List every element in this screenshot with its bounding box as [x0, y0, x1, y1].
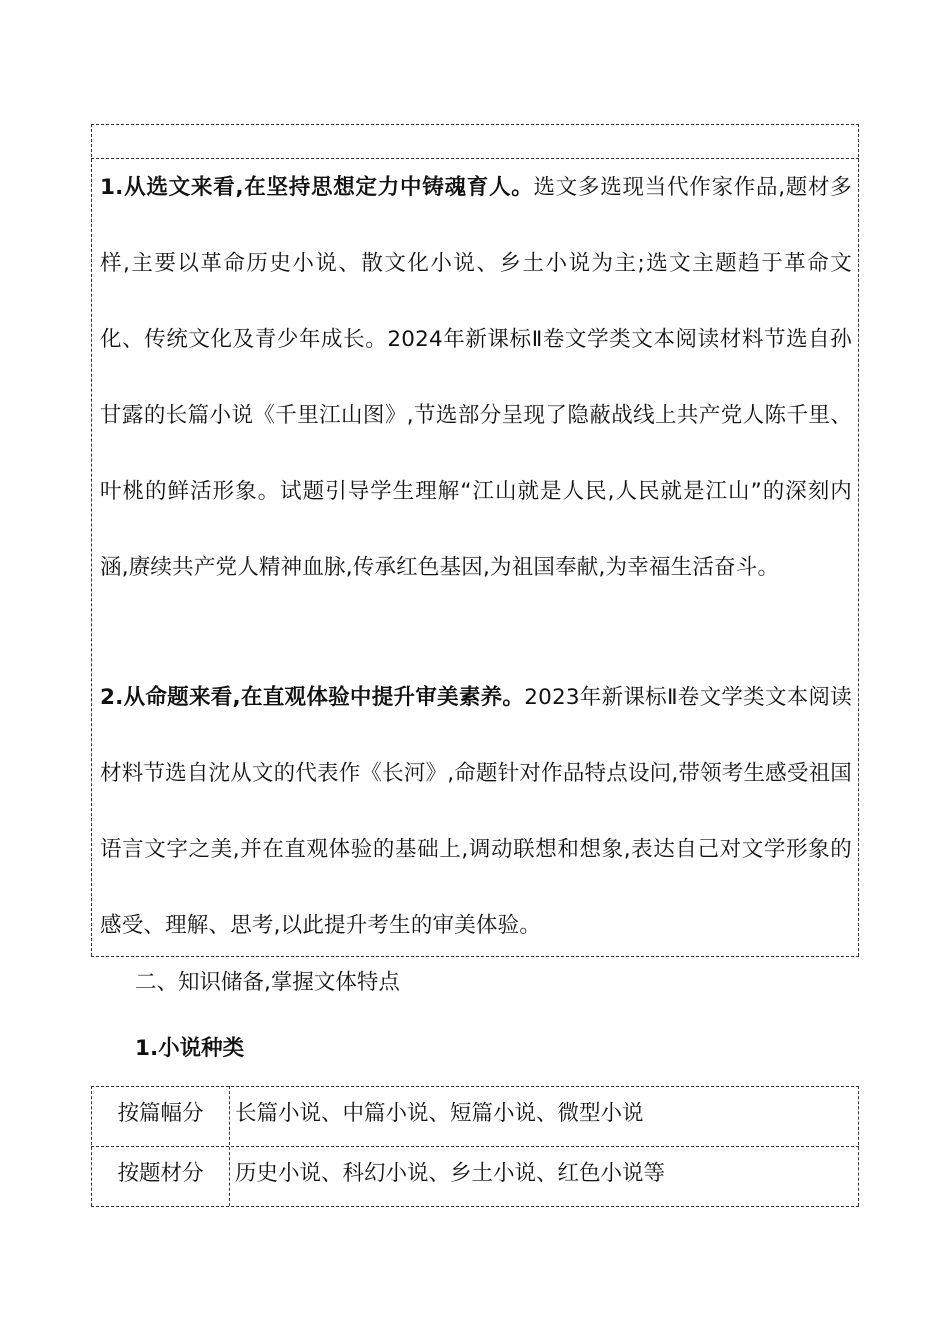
- box-right-border: [858, 124, 859, 956]
- row-label: 按篇幅分: [117, 1101, 204, 1126]
- box-left-border: [91, 124, 92, 956]
- paragraph-1-body: 选文多选现当代作家作品,题材多样,主要以革命历史小说、散文化小说、乡土小说为主;选文主题趋于革命文化、传统文化及青少年成长。2024年新课标Ⅱ卷文学类文本阅读材料节选自孙甘露的长篇小说《千里江山图》,节选部分呈现了隐蔽战线上共产党人陈千里、叶桃的鲜活形象。试题引导学生理解“江山就是人民,人民就是江山”的深刻内涵,赓续共产党人精神血脉,传承红色基因,为祖国奉献,为幸福生活奋斗。: [100, 175, 853, 580]
- table-top-border: [91, 1086, 859, 1087]
- row-value: 长篇小说、中篇小说、短篇小说、微型小说: [235, 1101, 644, 1126]
- paragraph-2-body: 2023年新课标Ⅱ卷文学类文本阅读材料节选自沈从文的代表作《长河》,命题针对作品特点设问,带领考生感受祖国语言文字之美,并在直观体验的基础上,调动联想和想象,表达自己对文学形象的感受、理解、思考,以此提升考生的审美体验。: [100, 685, 853, 938]
- table-bottom-border: [91, 1206, 859, 1207]
- paragraph-2-lead: 2.从命题来看,在直观体验中提升审美素养。: [100, 685, 525, 710]
- table-column-divider: [229, 1086, 230, 1206]
- box-top-border: [91, 124, 859, 125]
- table-right-border: [858, 1086, 859, 1206]
- row-label: 按题材分: [117, 1161, 204, 1186]
- section-heading: 二、知识储备,掌握文体特点: [135, 970, 400, 995]
- row-value: 历史小说、科幻小说、乡土小说、红色小说等: [235, 1161, 666, 1186]
- paragraph-2: [100, 660, 852, 964]
- table-row-divider: [91, 1146, 859, 1147]
- sub-heading: 1.小说种类: [135, 1036, 245, 1061]
- paragraph-1: [100, 150, 852, 606]
- paragraph-1-lead: 1.从选文来看,在坚持思想定力中铸魂育人。: [100, 175, 534, 200]
